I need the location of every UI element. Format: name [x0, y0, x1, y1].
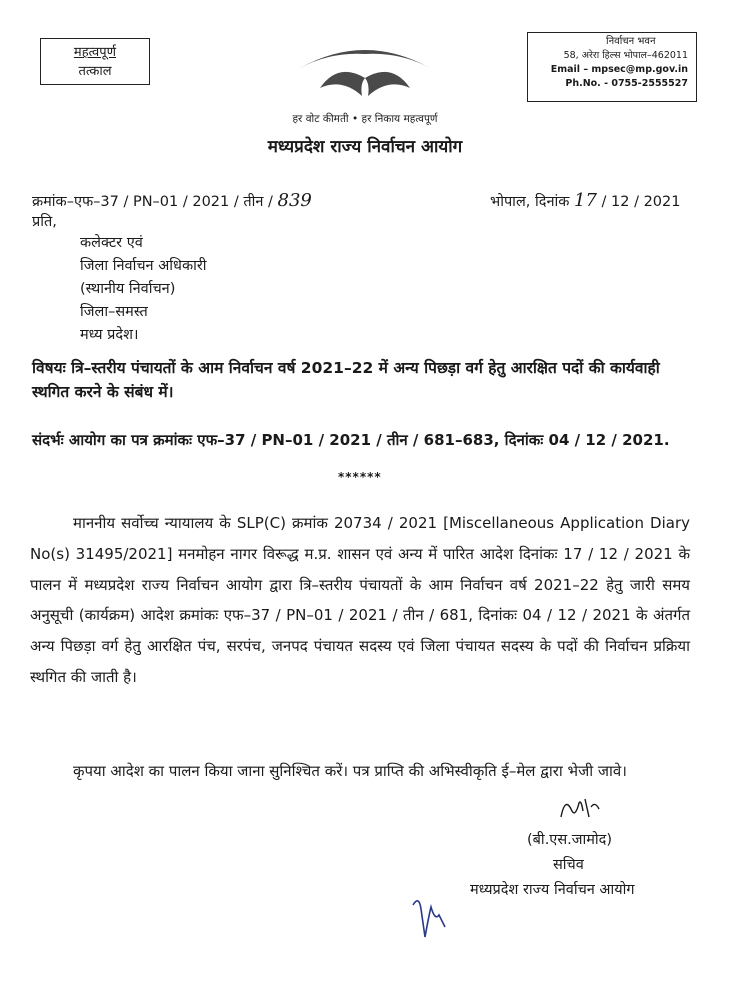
recipient-line: जिला–समस्त	[80, 304, 148, 320]
body-paragraph-2: कृपया आदेश का पालन किया जाना सुनिश्चित करें। पत्र प्राप्ति की अभिस्वीकृति ई–मेल द्वारा भेजी जावे।	[73, 762, 627, 780]
tagline: हर वोट कीमती • हर निकाय महत्वपूर्ण	[292, 113, 438, 125]
place-date-prefix: भोपाल, दिनांक	[490, 194, 570, 210]
priority-label: महत्वपूर्ण	[73, 45, 117, 60]
email-address: Email – mpsec@mp.gov.in	[550, 64, 688, 75]
org-name: मध्यप्रदेश राज्य निर्वाचन आयोग	[267, 137, 463, 157]
signatory-organization: मध्यप्रदेश राज्य निर्वाचन आयोग	[470, 882, 635, 898]
recipient-line: कलेक्टर एवं	[80, 235, 143, 251]
address-box	[527, 32, 697, 102]
ref-number-printed: क्रमांक–एफ–37 / PN–01 / 2021 / तीन /	[32, 194, 273, 210]
urgency-label: तत्काल	[78, 64, 112, 79]
signatory-designation: सचिव	[553, 857, 584, 873]
date-day-handwritten: 17	[574, 190, 597, 211]
recipient-address	[80, 232, 207, 347]
subject-line: विषयः त्रि–स्तरीय पंचायतों के आम निर्वाचन वर्ष 2021–22 में अन्य पिछड़ा वर्ग हेतु आरक्षित पदों की कार्यवाही स्थगित करने के संबंध में।	[32, 359, 660, 401]
signature-mark	[555, 795, 605, 829]
logo-wing-left	[320, 72, 365, 96]
ink-scribble	[405, 885, 465, 945]
date-rest: / 12 / 2021	[601, 194, 681, 210]
reference-line: संदर्भः आयोग का पत्र क्रमांकः एफ–37 / PN–01 / 2021 / तीन / 681–683, दिनांकः 04 / 12 / 2021.	[32, 431, 670, 449]
street-address: 58, अरेरा हिल्स भोपाल–462011	[563, 50, 688, 61]
letter-ref-number	[32, 190, 312, 211]
recipient-line: मध्य प्रदेश।	[80, 327, 139, 343]
separator-stars: ******	[338, 470, 382, 484]
logo-arc-top	[300, 50, 430, 68]
logo-wing-right	[365, 72, 410, 96]
body-paragraph-1: माननीय सर्वोच्च न्यायालय के SLP(C) क्रमांक 20734 / 2021 [Miscellaneous Application Diary No(s) 31495/2021] मनमोहन नागर विरूद्ध म.प्र. शासन एवं अन्य में पारित आदेश दिनांकः 17 / 12 / 2021 के पालन में मध्यप्रदेश राज्य निर्वाचन आयोग द्वारा त्रि–स्तरीय पंचायतों के आम निर्वाचन वर्ष 2021–22 हेतु जारी समय अनुसूची (कार्यक्रम) आदेश क्रमांकः एफ–37 / PN–01 / 2021 / तीन / 681, दिनांकः 04 / 12 / 2021 के अंतर्गत अन्य पिछड़ा वर्ग हेतु आरक्षित पंच, सरपंच, जनपद पंचायत सदस्य एवं जिला पंचायत सदस्य के पदों की निर्वाचन प्रक्रिया स्थगित की जाती है।	[30, 514, 690, 686]
priority-box	[40, 38, 150, 85]
phone-number: Ph.No. - 0755-2555527	[565, 78, 688, 89]
building-name: निर्वाचन भवन	[606, 36, 656, 47]
signatory-name: (बी.एस.जामोद)	[527, 832, 613, 848]
ref-number-handwritten: 839	[277, 190, 312, 211]
commission-logo	[290, 38, 440, 108]
recipient-line: (स्थानीय निर्वाचन)	[80, 281, 176, 297]
to-label: प्रति,	[32, 214, 57, 230]
letter-date	[490, 190, 680, 211]
recipient-line: जिला निर्वाचन अधिकारी	[80, 258, 207, 274]
